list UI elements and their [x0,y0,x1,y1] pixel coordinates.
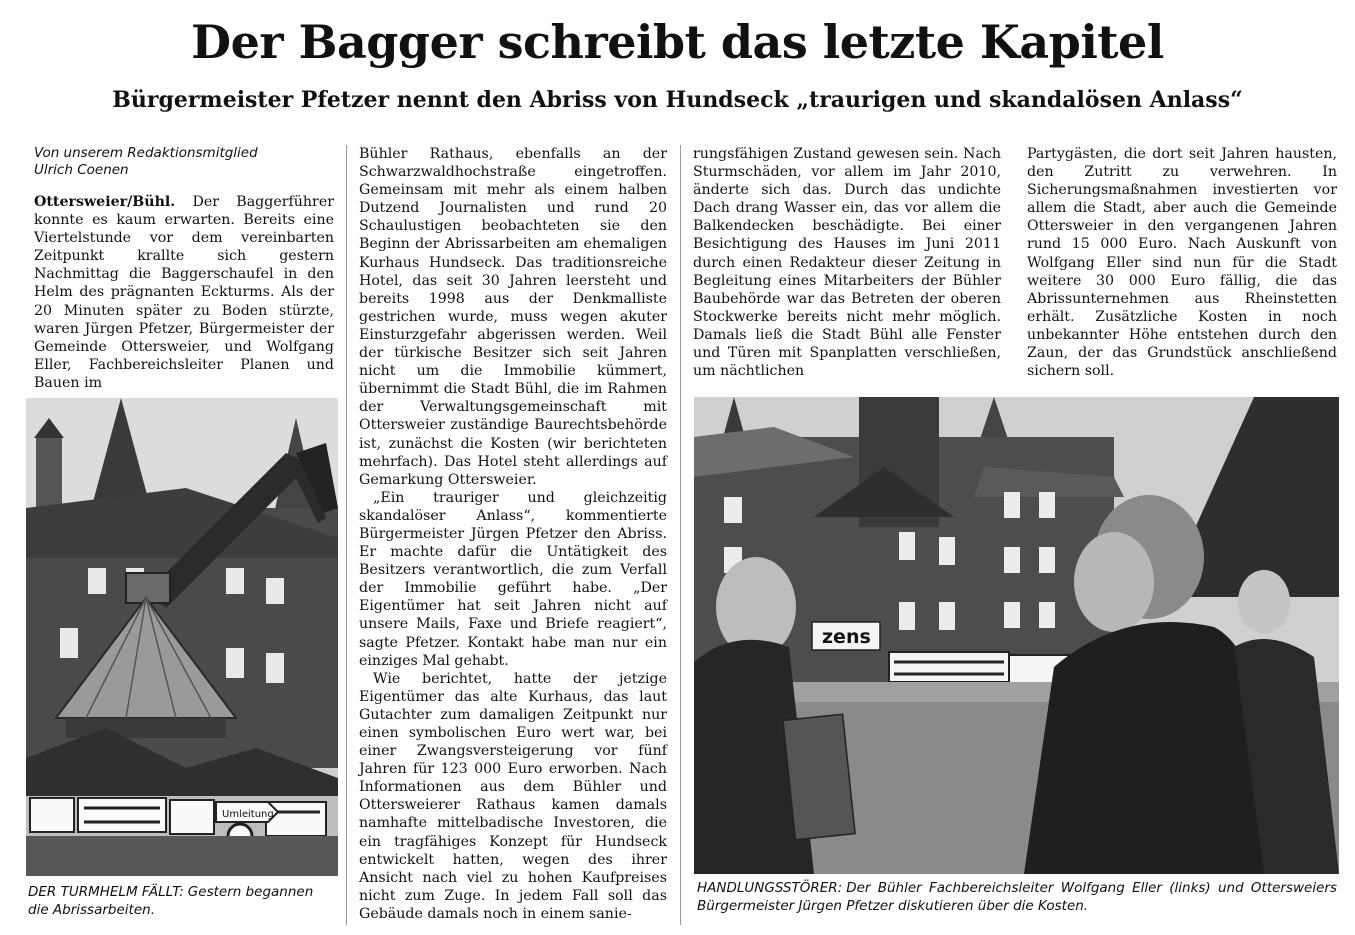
caption-label: HANDLUNGSSTÖRER: [697,880,843,896]
column-3 [693,145,1001,380]
subheadline: Bürgermeister Pfetzer nennt den Abriss von Hundseck „traurigen und skandalösen Anlass“ [112,87,1243,113]
byline [34,145,334,179]
company-sign-label: zens [822,626,871,648]
paragraph: Partygästen, die dort seit Jahren hausten, den Zutritt zu verwehren. In Sicherungsmaßnahmen investierten vor allem die Stadt, aber auch die Gemeinde Ottersweier in den vergangenen Jahren rund 15 000 Euro. Nach Auskunft von Wolfgang Eller sind nun für die Stadt weitere 30 000 Euro fällig, die das Abrissunternehmen aus Rheinstetten erhält. Zusätzliche Kosten in noch unbekannter Höhe entstehen durch den Zaun, der das Grundstück anschließend sichern soll. [1027,146,1337,380]
caption-text: Gestern begannen die Abrissarbeiten. [28,884,314,918]
column-4 [1027,145,1337,380]
caption-text: Der Bühler Fachbereichsleiter Wolfgang Eller (links) und Ottersweiers Bürgermeister Jürgen Pfetzer diskutieren über die Kosten. [697,880,1337,914]
paragraph [34,193,334,392]
paragraph: „Ein trauriger und gleichzeitig skandalöser Anlass“, kommentierte Bürgermeister Jürgen Pfetzer den Abriss. Er machte dafür die Untätigkeit des Besitzers verantwortlich, die zum Verfall der Immobilie geführt habe. „Der Eigentümer hat seit Jahren nicht auf unsere Mails, Faxe und Briefe reagiert“, sagte Pfetzer. Kontakt habe man nur ein einziges Mal gehabt. [359,489,667,669]
paragraph: Bühler Rathaus, ebenfalls an der Schwarzwaldhochstraße eingetroffen. Gemeinsam mit mehr als einem halben Dutzend Journalisten und rund 20 Schaulustigen beobachteten sie den Beginn der Abrissarbeiten am ehemaligen Kurhaus Hundseck. Das traditionsreiche Hotel, das seit 30 Jahren leersteht und bereits 1998 aus der Denkmalliste gestrichen wurde, muss wegen akuter Einsturzgefahr abgerissen werden. Weil der türkische Besitzer sich seit Jahren nicht um die Immobilie kümmert, übernimmt die Stadt Bühl, die im Rahmen der Verwaltungsgemeinschaft mit Ottersweier zuständige Baurechtsbehörde ist, zunächst die Kosten (wir berichteten mehrfach). Das Hotel steht allerdings auf Gemarkung Ottersweier. [359,146,667,488]
dateline: Ottersweier/Bühl. [34,194,176,210]
paragraph: Wie berichtet, hatte der jetzige Eigentümer das alte Kurhaus, das laut Gutachter zum damaligen Zeitpunkt nur einen symbolischen Euro wert war, bei einer Zwangsversteigerung vor fünf Jahren für 123 000 Euro erworben. Nach Informationen aus dem Bühler und Ottersweierer Rathaus kamen damals namhafte mittelbadische Investoren, die ein tragfähiges Konzept für Hundseck entwickelt hatten, wegen des ihrer Ansicht nach viel zu hohen Kaufpreises nicht zum Zuge. In jedem Fall soll das Gebäude damals noch in einem sanie- [359,670,667,922]
photo-officials-discussing-image [694,397,1339,874]
column-divider [680,145,681,925]
caption-label: DER TURMHELM FÄLLT: [28,884,184,900]
caption-photo-1 [28,883,338,919]
column-divider [346,145,347,925]
photo-tower-demolition-image [26,398,338,876]
caption-photo-2 [697,879,1337,915]
column-2 [359,145,667,923]
photo-tower-demolition [26,398,338,876]
detour-sign-label: Umleitung [222,809,274,820]
byline-author: Ulrich Coenen [34,162,129,178]
paragraph: rungsfähigen Zustand gewesen sein. Nach Sturmschäden, vor allem im Jahr 2010, änderte sich das. Durch das undichte Dach drang Wasser ein, das vor allem die Balkendecken beschädigte. Bei einer Besichtigung des Hauses im Juni 2011 durch einen Redakteur dieser Zeitung in Begleitung eines Mitarbeiters der Bühler Baubehörde war das Betreten der oberen Stockwerke bereits nicht mehr möglich. Damals ließ die Stadt Bühl alle Fenster und Türen mit Spanplatten verschließen, um nächtlichen [693,146,1001,380]
paragraph-text: Der Baggerführer konnte es kaum erwarten. Bereits eine Viertelstunde vor dem vereinbarten Zeitpunkt krallte sich gestern Nachmittag die Baggerschaufel in den Helm des prägnanten Eckturms. Als der 20 Minuten später zu Boden stürzte, waren Jürgen Pfetzer, Bürgermeister der Gemeinde Ottersweier, und Wolfgang Eller, Fachbereichsleiter Planen und Bauen im [34,194,335,391]
headline: Der Bagger schreibt das letzte Kapitel [191,15,1164,69]
byline-line1: Von unserem Redaktionsmitglied [34,145,258,161]
column-1 [34,145,334,392]
photo-officials-discussing [694,397,1339,874]
